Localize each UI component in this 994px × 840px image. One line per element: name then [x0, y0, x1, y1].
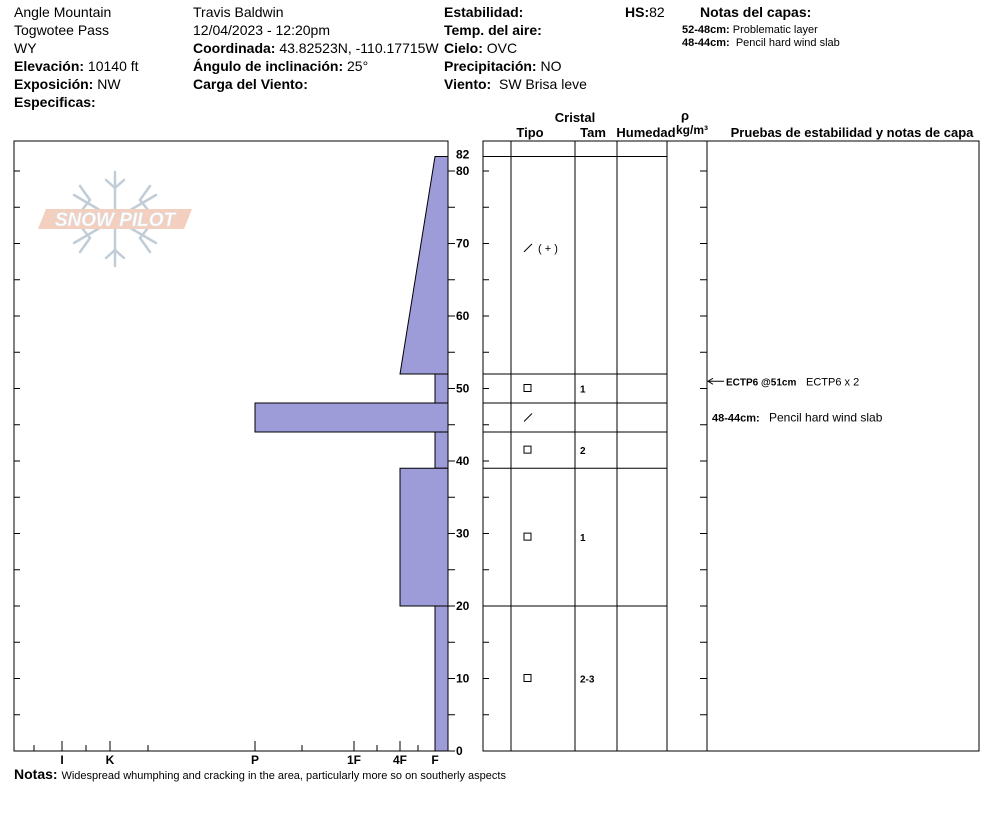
layer-note-range: 48-44cm: [682, 37, 730, 49]
layer-note-range: 52-48cm: [682, 24, 730, 36]
layer-row [524, 533, 586, 544]
wind-load-label: Carga del Viento: [193, 76, 308, 92]
layer-row [524, 446, 586, 457]
header-stability-tests: Pruebas de estabilidad y notas de capa [730, 125, 974, 140]
depth-axis [448, 148, 470, 759]
notes-label: Notas: [14, 766, 58, 782]
header-density: kg/m³ [675, 123, 709, 137]
logo-text: SNOW PILOT [54, 210, 176, 231]
layer-table-frame [483, 141, 979, 751]
annotation-text: Pencil hard wind slab [769, 410, 883, 425]
layer-note-text: Problematic layer [732, 24, 818, 36]
wind-label: Viento: [444, 76, 492, 92]
layer-row [524, 675, 595, 686]
faceted-crystal-icon [524, 533, 531, 540]
hardness-profile [255, 157, 448, 752]
hardness-left-ticks [14, 171, 20, 751]
layer-notes-title: Notas del capas: [700, 4, 812, 20]
layer-table-columns [511, 141, 707, 751]
crystal-size: 1 [580, 384, 586, 396]
elevation-value: 10140 ft [87, 58, 139, 74]
header-cristal: Cristal [554, 110, 596, 125]
depth-tick-label: 50 [456, 381, 470, 396]
hardness-bar [435, 432, 448, 468]
coordinate-label: Coordinada: [193, 40, 276, 56]
faceted-crystal-icon [524, 675, 531, 682]
hardness-tick-label: P [250, 753, 260, 767]
header-rho: ρ [680, 108, 690, 123]
depth-tick-label: 30 [456, 526, 470, 541]
crystal-size: 2-3 [580, 674, 595, 686]
wind-value: SW Brisa leve [498, 76, 587, 92]
coordinate-value: 43.82523N, -110.17715W [279, 40, 439, 56]
test-detail: ECTP6 x 2 [806, 376, 860, 389]
slope-label: Ángulo de inclinación: [193, 58, 344, 74]
depth-tick-label: 70 [456, 236, 470, 251]
test-label: ECTP6 @51cm [726, 377, 797, 389]
depth-tick-label: 20 [456, 599, 470, 613]
layer-cells [524, 243, 595, 686]
precip-value: NO [540, 58, 562, 74]
hardness-tick-label: 4F [392, 753, 408, 767]
header-humedad: Humedad [616, 125, 676, 140]
layer-annotation [712, 411, 883, 425]
table-right-ticks [483, 171, 707, 751]
observer-name: Travis Baldwin [193, 4, 284, 20]
layer-row [524, 414, 532, 422]
air-temp-label: Temp. del aire: [444, 22, 542, 38]
faceted-crystal-icon [524, 446, 531, 453]
precip-label: Precipitación: [444, 58, 537, 74]
site-location: Togwotee Pass [14, 22, 109, 38]
layer-row [524, 385, 586, 396]
stability-test [708, 376, 859, 388]
crystal-size: 1 [580, 533, 586, 545]
hardness-frame [14, 141, 448, 751]
hs-value: 82 [649, 4, 665, 20]
faceted-crystal-icon [524, 385, 531, 392]
hardness-bar [255, 403, 448, 432]
crystal-size: 2 [580, 446, 586, 458]
elevation-label: Elevación: [14, 58, 85, 74]
depth-tick-label: 60 [456, 309, 470, 323]
header-tipo: Tipo [516, 125, 544, 140]
depth-tick-label: 0 [456, 744, 463, 758]
annotation-range: 48-44cm: [712, 412, 760, 425]
exposure-value: NW [97, 76, 121, 92]
layer-row [524, 243, 558, 255]
observation-datetime: 12/04/2023 - 12:20pm [193, 22, 330, 38]
hardness-bar [400, 157, 448, 375]
exposure-label: Exposición: [14, 76, 94, 92]
specifics-label: Especificas: [14, 94, 96, 110]
sky-value: OVC [486, 40, 518, 56]
layer-note-text: Pencil hard wind slab [735, 37, 840, 49]
stability-label: Estabilidad: [444, 4, 524, 20]
hardness-tick-label: K [105, 753, 115, 767]
decomposing-crystal-icon [524, 244, 532, 252]
decomposing-crystal-icon [524, 414, 532, 422]
hardness-bar [435, 606, 448, 751]
depth-tick-label: 82 [456, 147, 470, 162]
site-name: Angle Mountain [14, 4, 112, 20]
hs-label: HS: [625, 4, 650, 20]
hardness-tick-label: 1F [346, 753, 362, 767]
depth-tick-label: 80 [456, 164, 470, 178]
depth-tick-label: 40 [456, 454, 470, 468]
sky-label: Cielo: [444, 40, 483, 56]
hardness-bar [435, 374, 448, 403]
hardness-tick-label: I [60, 753, 64, 767]
slope-value: 25° [347, 58, 369, 74]
hardness-axis [34, 741, 439, 767]
header-tam: Tam [580, 125, 606, 140]
snowpilot-logo [38, 172, 192, 266]
hardness-bar [400, 468, 448, 606]
depth-tick-label: 10 [456, 671, 470, 686]
stability-tests [708, 376, 883, 424]
crystal-qualifier: ( + ) [538, 242, 558, 255]
hardness-tick-label: F [431, 753, 439, 767]
notes-text: Widespread whumphing and cracking in the area, particularly more so on southerly aspects [61, 770, 506, 782]
site-state: WY [14, 40, 37, 56]
